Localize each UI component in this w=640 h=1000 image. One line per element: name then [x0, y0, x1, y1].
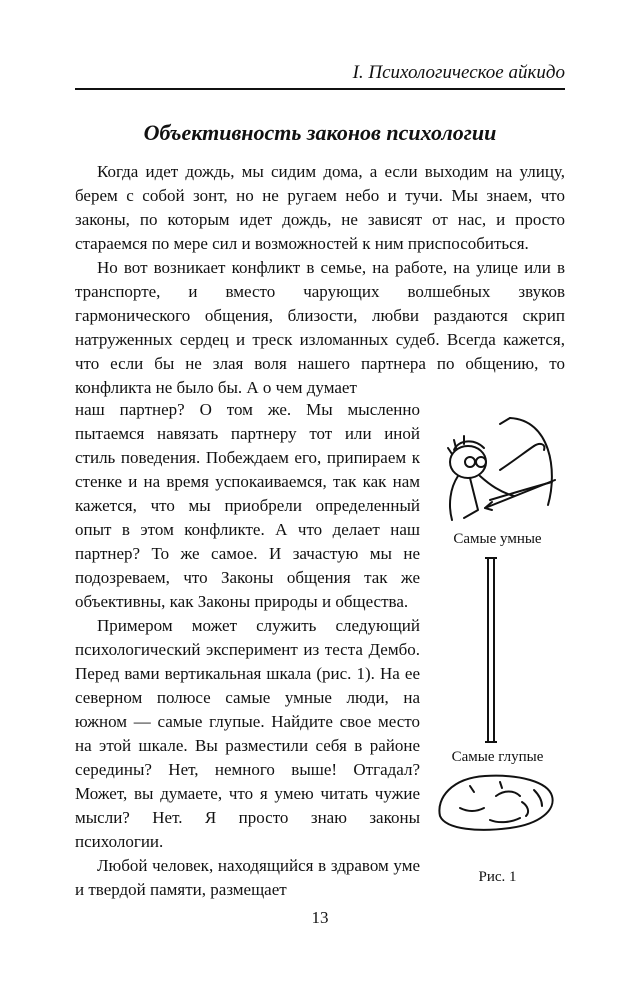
paragraph-2-start: Но вот возникает конфликт в семье, на работе, на улице или в транспорте, и вместо чарующих волшебных звуков гармонического общения, близости, любви раздаются скрип натруженных сердец и треск изломанных судеб. Всегда кажется, что если бы не злая воля нашего партнера по общению, то конфликта не было бы. А о чем думает — [75, 258, 565, 397]
section-title: Объективность законов психологии — [143, 120, 497, 145]
scale-bottom-label: Самые глупые — [451, 749, 544, 765]
figure-caption: Рис. 1 — [478, 869, 517, 885]
paragraph-3: Примером может служить следующий психологический эксперимент из теста Дембо. Перед вами вертикальная шкала (рис. 1). На ее северном полюсе самые умные люди, на южном — самые глупые. Найдите свое место на этой шкале. Вы разместили себя в районе середины? Нет, немного выше! Отгадал? Может, вы думаете, что я умею читать чужие мысли? Нет. Я просто знаю законы психологии. — [75, 616, 420, 851]
body-text-full-width — [75, 160, 565, 400]
body-text-narrow — [75, 398, 420, 902]
figure-1 — [430, 410, 565, 900]
page-number: 13 — [311, 908, 329, 927]
scale-top-label: Самые умные — [453, 531, 542, 547]
header-rule — [75, 88, 565, 90]
paragraph-2-continued: наш партнер? О том же. Мы мысленно пытаемся навязать партнеру тот или иной стиль поведения. Побеждаем его, припираем к стенке и на время успокаиваемся, так как нам кажется, что мы приобрели определенный опыт в этом конфликте. А что делает наш партнер? То же самое. И зачастую мы не подозреваем, что Законы общения так же объективны, как Законы природы и общества. — [75, 400, 420, 611]
running-head: I. Психологическое айкидо — [352, 62, 565, 83]
paragraph-4: Любой человек, находящийся в здравом уме и твердой памяти, размещает — [75, 856, 420, 899]
paragraph-1: Когда идет дождь, мы сидим дома, а если выходим на улицу, берем с собой зонт, но не ругаем небо и тучи. Мы знаем, что законы, по которым идет дождь, не зависят от нас, и просто стараемся по мере сил и возможностей к ним приспособиться. — [75, 162, 565, 253]
vertical-scale — [430, 550, 565, 750]
clever-man-illustration — [430, 410, 565, 535]
silly-face-illustration — [430, 768, 565, 838]
